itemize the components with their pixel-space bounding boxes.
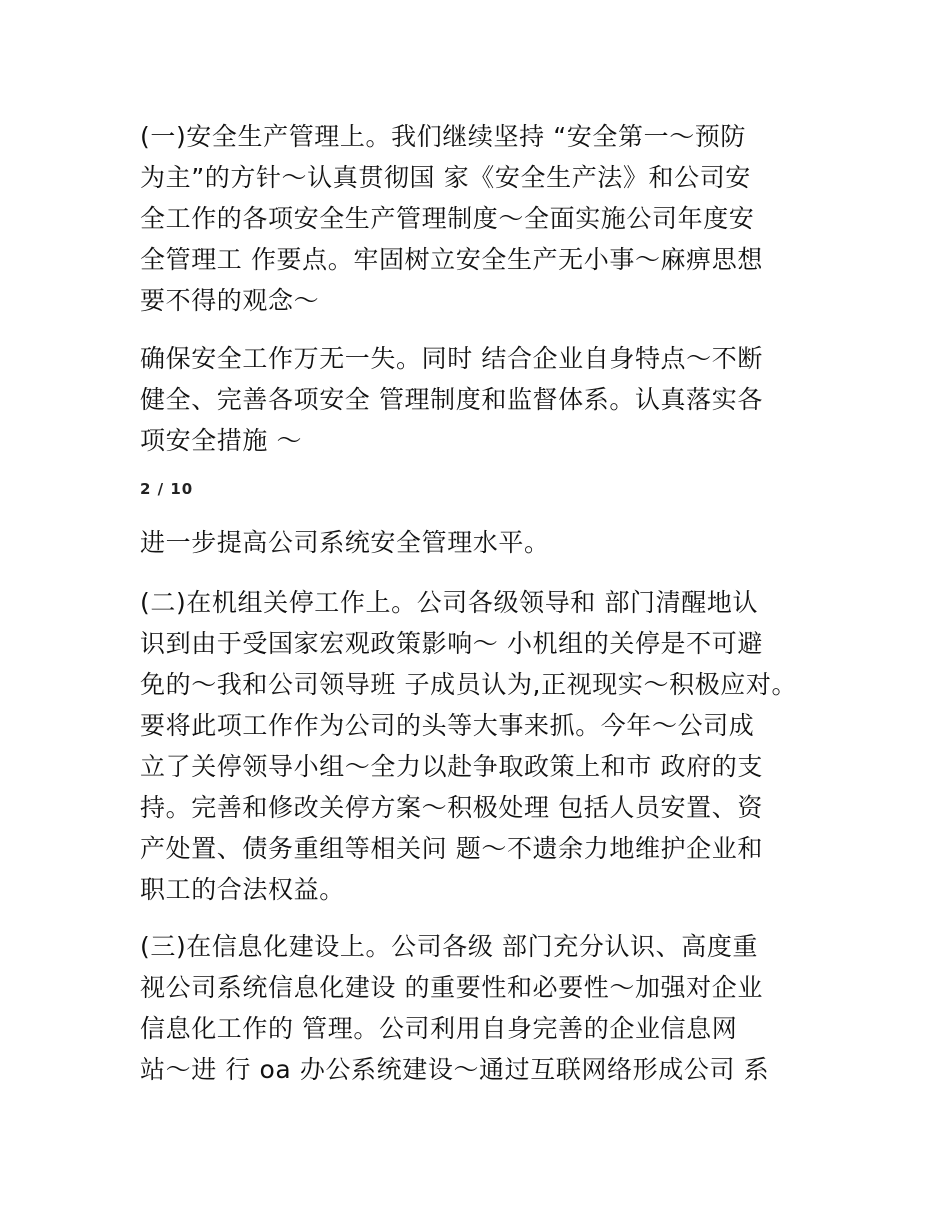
text-line: 确保安全工作万无一失。同时 结合企业自身特点～不断 bbox=[140, 344, 763, 373]
text-line: (一)安全生产管理上。我们继续坚持 “安全第一～预防 bbox=[140, 122, 747, 151]
text-line: 立了关停领导小组～全力以赴争取政策上和市 政府的支 bbox=[140, 752, 763, 781]
page-number: 2 / 10 bbox=[140, 480, 194, 498]
text-line: 产处置、债务重组等相关问 题～不遗余力地维护企业和 bbox=[140, 834, 763, 863]
paragraph-safety-level bbox=[140, 522, 830, 563]
text-line: 视公司系统信息化建设 的重要性和必要性～加强对企业 bbox=[140, 973, 763, 1002]
text-line: 职工的合法权益。 bbox=[140, 875, 345, 904]
text-line: 健全、完善各项安全 管理制度和监督体系。认真落实各 bbox=[140, 385, 763, 414]
text-line: 要将此项工作作为公司的头等大事来抓。今年～公司成 bbox=[140, 711, 755, 740]
text-line: 要不得的观念～ bbox=[140, 286, 320, 315]
text-line: 站～进 行 oa 办公系统建设～通过互联网络形成公司 系 bbox=[140, 1055, 770, 1084]
text-line: 持。完善和修改关停方案～积极处理 包括人员安置、资 bbox=[140, 793, 763, 822]
text-line: 进一步提高公司系统安全管理水平。 bbox=[140, 528, 550, 557]
paragraph-safety-management bbox=[140, 116, 830, 321]
text-line: (二)在机组关停工作上。公司各级领导和 部门清醒地认 bbox=[140, 588, 759, 617]
text-line: 全工作的各项安全生产管理制度～全面实施公司年度安 bbox=[140, 204, 755, 233]
text-line: (三)在信息化建设上。公司各级 部门充分认识、高度重 bbox=[140, 932, 759, 961]
text-line: 信息化工作的 管理。公司利用自身完善的企业信息网 bbox=[140, 1014, 738, 1043]
text-line: 免的～我和公司领导班 子成员认为,正视现实～积极应对。 bbox=[140, 670, 798, 699]
text-line: 识到由于受国家宏观政策影响～ 小机组的关停是不可避 bbox=[140, 629, 763, 658]
paragraph-informatization bbox=[140, 926, 830, 1090]
text-line: 全管理工 作要点。牢固树立安全生产无小事～麻痹思想 bbox=[140, 245, 763, 274]
paragraph-unit-shutdown bbox=[140, 582, 830, 910]
text-line: 为主”的方针～认真贯彻国 家《安全生产法》和公司安 bbox=[140, 163, 751, 192]
text-line: 项安全措施 ～ bbox=[140, 426, 303, 455]
paragraph-safety-continued bbox=[140, 338, 830, 461]
